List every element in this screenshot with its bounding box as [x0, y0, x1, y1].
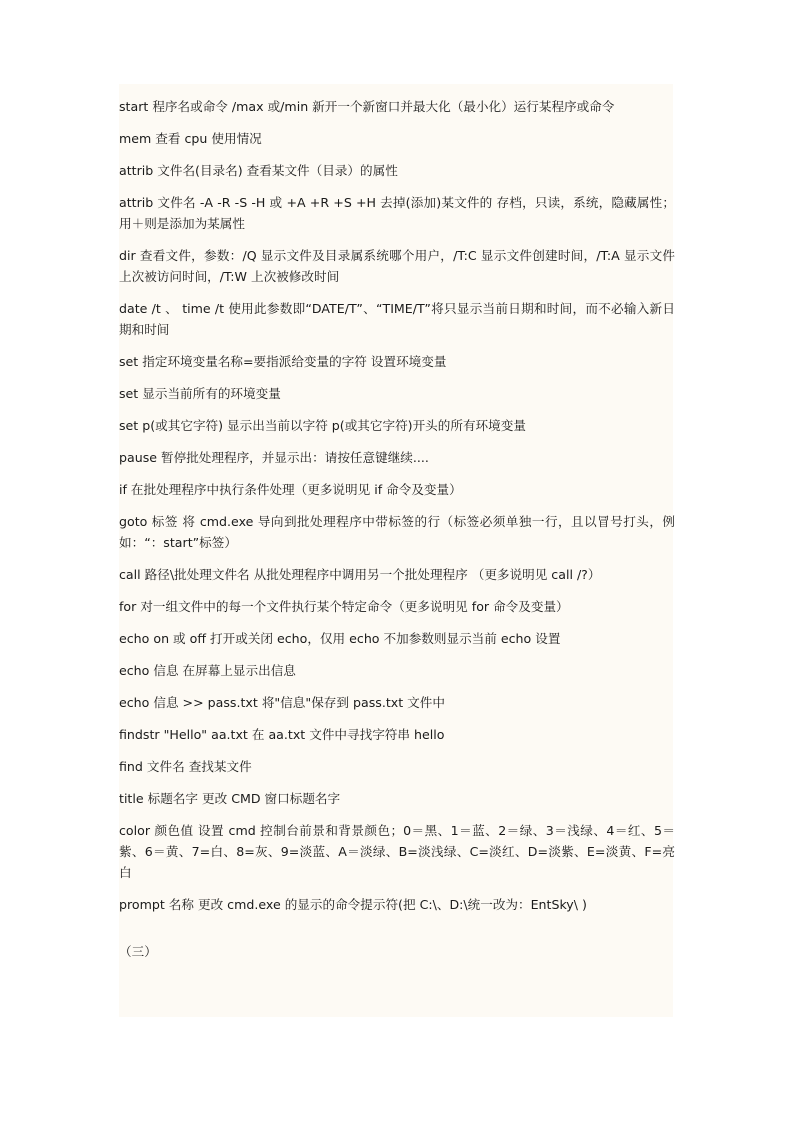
para-call: call 路径\批处理文件名 从批处理程序中调用另一个批处理程序 （更多说明见 call /?） — [119, 567, 601, 582]
para-title: title 标题名字 更改 CMD 窗口标题名字 — [119, 791, 341, 806]
para-for: for 对一组文件中的每一个文件执行某个特定命令（更多说明见 for 命令及变量） — [119, 599, 569, 614]
para-if: if 在批处理程序中执行条件处理（更多说明见 if 命令及变量） — [119, 482, 462, 497]
para-pause: pause 暂停批处理程序，并显示出：请按任意键继续.... — [119, 450, 429, 465]
document-body — [119, 96, 675, 962]
para-set-prefix: set p(或其它字符) 显示出当前以字符 p(或其它字符)开头的所有环境变量 — [119, 418, 526, 433]
para-echo-redirect: echo 信息 >> pass.txt 将"信息"保存到 pass.txt 文件中 — [119, 695, 445, 710]
para-goto: goto 标签 将 cmd.exe 导向到批处理程序中带标签的行（标签必须单独一行，且以冒号打头，例如：“：start”标签） — [119, 514, 675, 550]
para-set-var: set 指定环境变量名称=要指派给变量的字符 设置环境变量 — [119, 354, 447, 369]
para-date-time: date /t 、 time /t 使用此参数即“DATE/T”、“TIME/T”将只显示当前日期和时间，而不必输入新日期和时间 — [119, 301, 675, 337]
para-attrib-view: attrib 文件名(目录名) 查看某文件（目录）的属性 — [119, 163, 398, 178]
para-mem: mem 查看 cpu 使用情况 — [119, 131, 262, 146]
para-set-all: set 显示当前所有的环境变量 — [119, 386, 281, 401]
para-prompt: prompt 名称 更改 cmd.exe 的显示的命令提示符(把 C:\、D:\统一改为：EntSky\ ) — [119, 897, 587, 912]
para-start: start 程序名或命令 /max 或/min 新开一个新窗口并最大化（最小化）运行某程序或命令 — [119, 99, 615, 114]
para-echo-onoff: echo on 或 off 打开或关闭 echo，仅用 echo 不加参数则显示当前 echo 设置 — [119, 631, 561, 646]
section-heading: （三） — [119, 944, 157, 959]
para-find: find 文件名 查找某文件 — [119, 759, 252, 774]
para-attrib-set: attrib 文件名 -A -R -S -H 或 +A +R +S +H 去掉(添加)某文件的 存档，只读，系统，隐藏属性；用＋则是添加为某属性 — [119, 195, 675, 231]
para-echo-msg: echo 信息 在屏幕上显示出信息 — [119, 663, 296, 678]
para-dir: dir 查看文件，参数：/Q 显示文件及目录属系统哪个用户，/T:C 显示文件创建时间，/T:A 显示文件上次被访问时间，/T:W 上次被修改时间 — [119, 248, 675, 284]
para-findstr: findstr "Hello" aa.txt 在 aa.txt 文件中寻找字符串 hello — [119, 727, 445, 742]
para-color: color 颜色值 设置 cmd 控制台前景和背景颜色；0＝黑、1＝蓝、2＝绿、3＝浅绿、4＝红、5＝紫、6＝黄、7=白、8=灰、9=淡蓝、A＝淡绿、B=淡浅绿、C=淡红、D=淡紫、E=淡黄、F=亮白 — [119, 823, 675, 880]
